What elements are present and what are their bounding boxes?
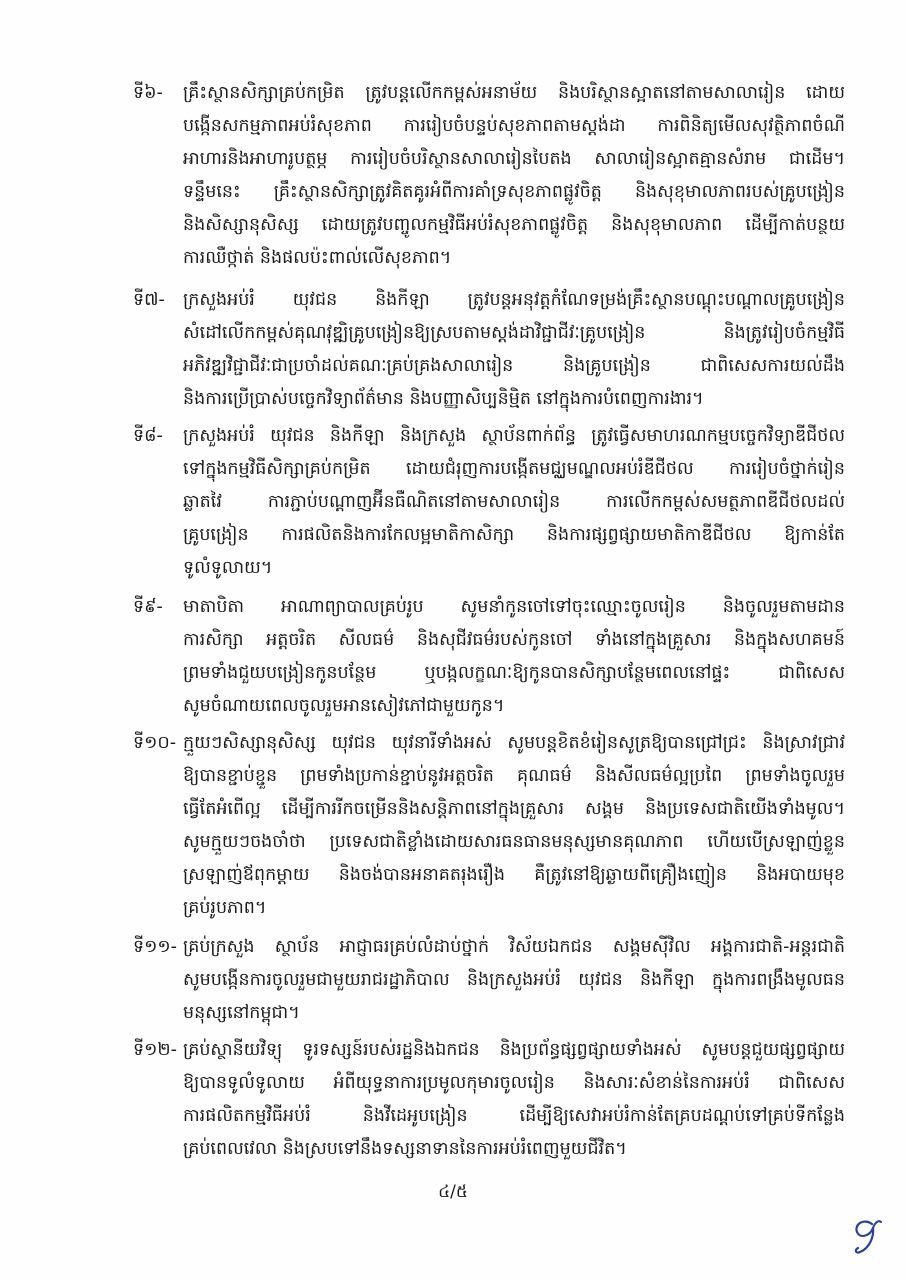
text-line: ឆ្លាតវៃ ការភ្ជាប់បណ្តាញអ៊ីនធឺណិតនៅតាមសាលារៀន ការលើកកម្ពស់សមត្ថភាពឌីជីថលដល់: [183, 492, 845, 512]
article-text: [183, 593, 845, 725]
text-line: គ្រប់ស្ថានីយវិទ្យុ ទូរទស្សន៍របស់រដ្ឋនិងឯកជន និងប្រព័ន្ធផ្សព្វផ្សាយទាំងអស់ សូមបន្តជួយផ្សព្វផ្សាយ: [183, 1040, 845, 1060]
text-line: សំដៅលើកកម្ពស់គុណវុឌ្ឍិគ្រូបង្រៀនឱ្យស្របតាមស្តង់ដាវិជ្ជាជីវៈគ្រូបង្រៀន និងត្រូវរៀបចំកម្មវិធី: [183, 323, 845, 343]
text-line: សូមបង្កើនការចូលរួមជាមួយរាជរដ្ឋាភិបាល និងក្រសួងអប់រំ យុវជន និងកីឡា ក្នុងការពង្រឹងមូលធន: [183, 970, 845, 990]
text-line: ស្រឡាញ់ឪពុកម្តាយ និងចង់បានអនាគតរុងរឿង គឺត្រូវនៅឱ្យឆ្ងាយពីគ្រឿងញៀន និងអបាយមុខ: [183, 865, 845, 885]
article-number: ទី១១-: [133, 937, 177, 957]
article-number: ទី១០-: [133, 733, 177, 753]
article-number: ទី១២-: [133, 1040, 177, 1060]
handwritten-initial-mark: [848, 1210, 888, 1258]
article-text: [183, 422, 845, 587]
text-line: ការផលិតកម្មវិធីអប់រំ និងវីដេអូបង្រៀន ដើម្បីឱ្យសេវាអប់រំកាន់តែគ្របដណ្តប់ទៅគ្រប់ទីកន្លែង: [183, 1106, 845, 1126]
text-line: ទៅក្នុងកម្មវិធីសិក្សាគ្រប់កម្រិត ដោយជំរុញការបង្កើតមជ្ឈមណ្ឌលអប់រំឌីជីថល ការរៀបចំថ្នាក់រៀន: [183, 459, 845, 479]
text-line: មាតាបិតា អាណាព្យាបាលគ្រប់រូប សូមនាំកូនចៅទៅចុះឈ្មោះចូលរៀន និងចូលរួមតាមដាន: [183, 597, 845, 617]
text-line: គ្រូបង្រៀន ការផលិតនិងការកែលម្អមាតិកាសិក្សា និងការផ្សព្វផ្សាយមាតិកាឌីជីថល ឱ្យកាន់តែ: [183, 525, 845, 545]
article-number: ទី៨-: [133, 426, 163, 446]
page-number: ៤/៥: [438, 1182, 468, 1202]
article-number: ទី៧-: [133, 290, 165, 310]
article-text: [183, 286, 845, 418]
text-line: ការសិក្សា អត្តចរិត សីលធម៌ និងសុជីវធម៌របស់កូនចៅ ទាំងនៅក្នុងគ្រួសារ និងក្នុងសហគមន៍: [183, 630, 845, 650]
text-line: ធ្វើតែអំពើល្អ ដើម្បីការរីកចម្រើននិងសន្តិភាពនៅក្នុងគ្រួសារ សង្គម និងប្រទេសជាតិយើងទាំងមូល។: [183, 799, 845, 819]
text-line: គ្រប់រូបភាព។: [183, 898, 267, 918]
text-line: គ្រប់ក្រសួង ស្ថាប័ន អាជ្ញាធរគ្រប់លំដាប់ថ្នាក់ វិស័យឯកជន សង្គមស៊ីវិល អង្គការជាតិ-អន្តរជាតិ: [183, 937, 845, 957]
text-line: និងសិស្សានុសិស្ស ដោយត្រូវបញ្ចូលកម្មវិធីអប់រំសុខភាពផ្លូវចិត្ត និងសុខុមាលភាព ដើម្បីកាត់បន្ថយ: [183, 215, 845, 235]
text-line: មនុស្សនៅកម្ពុជា។: [183, 1003, 300, 1023]
text-line: សូមចំណាយពេលចូលរួមអានសៀវភៅជាមួយកូន។: [183, 696, 505, 716]
article-text: [183, 729, 845, 927]
text-line: ការឈឺថ្កាត់ និងផលប៉ះពាល់លើសុខភាព។: [183, 248, 452, 268]
text-line: គ្រប់ពេលវេលា និងស្របទៅនឹងទស្សនាទាននៃការអប់រំពេញមួយជីវិត។: [183, 1139, 627, 1159]
text-line: ក្រសួងអប់រំ យុវជន និងកីឡា ត្រូវបន្តអនុវត្តកំណែទម្រង់គ្រឹះស្ថានបណ្តុះបណ្តាលគ្រូបង្រៀន: [183, 290, 845, 310]
text-line: ក្រសួងអប់រំ យុវជន និងកីឡា និងក្រសួង ស្ថាប័នពាក់ព័ន្ធ ត្រូវធ្វើសមាហរណកម្មបច្ចេកវិទ្យាឌីជីថល: [183, 426, 845, 446]
text-line: សូមក្មួយៗចងចាំថា ប្រទេសជាតិខ្លាំងដោយសារធនធានមនុស្សមានគុណភាព ហើយបើស្រឡាញ់ខ្លួន: [183, 832, 845, 852]
text-line: អាហារនិងអាហារូបត្ថម្ភ ការរៀបចំបរិស្ថានសាលារៀនបៃតង សាលារៀនស្អាតគ្មានសំរាម ជាដើម។: [183, 149, 845, 169]
text-line: បង្កើនសកម្មភាពអប់រំសុខភាព ការរៀបចំបន្ទប់សុខភាពតាមស្តង់ដា ការពិនិត្យមើលសុវត្ថិភាពចំណី: [183, 116, 845, 136]
text-line: ព្រមទាំងជួយបង្រៀនកូនបន្ថែម ឬបង្កលក្ខណៈឱ្យកូនបានសិក្សាបន្ថែមពេលនៅផ្ទះ ជាពិសេស: [183, 663, 845, 683]
article-text: [183, 1036, 845, 1168]
text-line: អភិវឌ្ឍវិជ្ជាជីវៈជាប្រចាំដល់គណៈគ្រប់គ្រងសាលារៀន និងគ្រូបង្រៀន ជាពិសេសការយល់ដឹង: [183, 356, 845, 376]
article-number: ទី៦-: [133, 83, 163, 103]
text-line: គ្រឹះស្ថានសិក្សាគ្រប់កម្រិត ត្រូវបន្តលើកកម្ពស់អនាម័យ និងបរិស្ថានស្អាតនៅតាមសាលារៀន ដោយ: [183, 83, 845, 103]
text-line: ឱ្យបានខ្ជាប់ខ្ជួន ព្រមទាំងប្រកាន់ខ្ជាប់នូវអត្តចរិត គុណធម៌ និងសីលធម៌ល្អប្រពៃ ព្រមទាំងចូលរួម: [183, 766, 845, 786]
article-number: ទី៩-: [133, 597, 163, 617]
text-line: និងការប្រើប្រាស់បច្ចេកវិទ្យាព័ត៌មាន និងបញ្ញាសិប្បនិម្មិត នៅក្នុងការបំពេញការងារ។: [183, 389, 704, 409]
text-line: ឱ្យបានទូលំទូលាយ អំពីយុទ្ធនាការប្រមូលកុមារចូលរៀន និងសារៈសំខាន់នៃការអប់រំ ជាពិសេស: [183, 1073, 845, 1093]
article-text: [183, 933, 845, 1032]
text-line: ទន្ទឹមនេះ គ្រឹះស្ថានសិក្សាត្រូវគិតគូរអំពីការគាំទ្រសុខភាពផ្លូវចិត្ត និងសុខុមាលភាពរបស់គ្រូបង្រៀន: [183, 182, 845, 202]
text-line: ក្មួយៗសិស្សានុសិស្ស យុវជន យុវនារីទាំងអស់ សូមបន្តខិតខំរៀនសូត្រឱ្យបានជ្រៅជ្រះ និងស្រាវជ្រាវ: [183, 733, 845, 753]
text-line: ទូលំទូលាយ។: [183, 558, 273, 578]
article-text: [183, 79, 845, 277]
